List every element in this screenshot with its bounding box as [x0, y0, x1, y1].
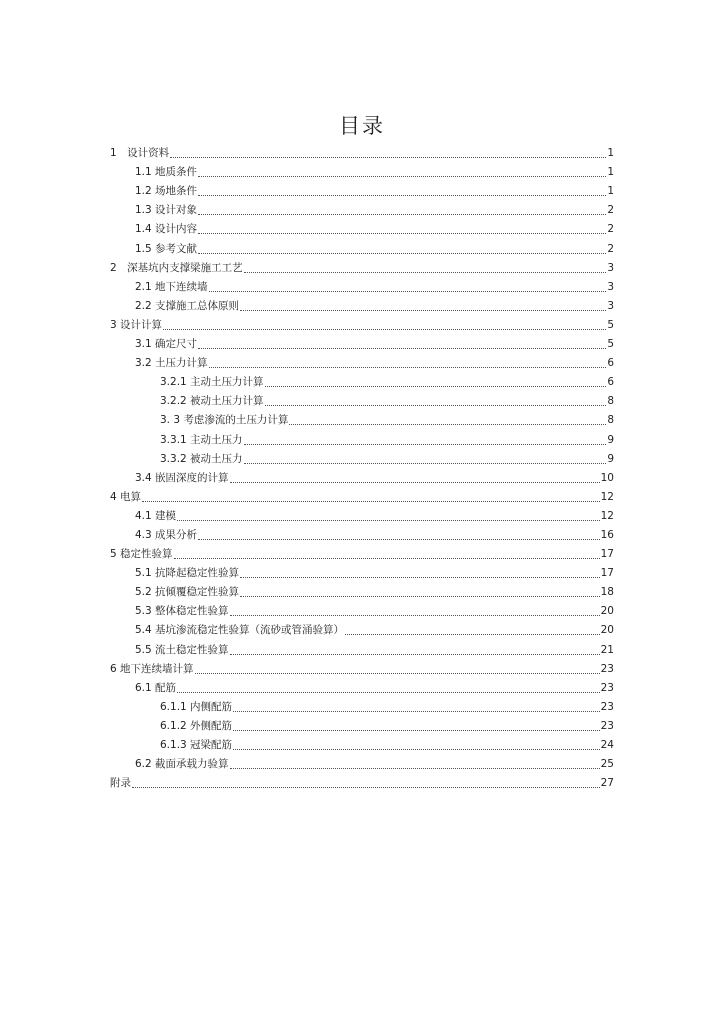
dot-leader [345, 634, 600, 635]
toc-entry[interactable] [0, 371, 614, 390]
toc-page-number: 25 [600, 758, 614, 771]
table-of-contents [0, 142, 724, 791]
dot-leader [198, 348, 606, 349]
toc-entry-title: 6.1.1 内侧配筋 [160, 700, 233, 713]
toc-entry[interactable] [0, 772, 614, 791]
dot-leader [198, 539, 600, 540]
toc-page-number: 10 [600, 471, 614, 484]
toc-page-number: 1 [607, 166, 614, 179]
toc-entry-title: 1.3 设计对象 [135, 204, 198, 217]
toc-page-number: 16 [600, 528, 614, 541]
toc-entry-title: 6.2 截面承载力验算 [135, 758, 229, 771]
dot-leader [265, 386, 607, 387]
toc-page-number: 12 [600, 490, 614, 503]
dot-leader [198, 253, 606, 254]
toc-entry[interactable] [0, 142, 614, 161]
toc-entry-title: 3 设计计算 [110, 318, 163, 331]
toc-entry[interactable] [0, 237, 614, 256]
toc-entry-title: 4.1 建模 [135, 509, 177, 522]
toc-entry-title: 3. 3 考虑渗流的土压力计算 [160, 414, 289, 427]
toc-entry-title: 1.4 设计内容 [135, 223, 198, 236]
dot-leader [177, 692, 600, 693]
toc-entry-title: 5.3 整体稳定性验算 [135, 605, 229, 618]
toc-entry[interactable] [0, 600, 614, 619]
toc-page-number: 3 [607, 299, 614, 312]
toc-entry[interactable] [0, 352, 614, 371]
toc-entry[interactable] [0, 619, 614, 638]
toc-page-number: 2 [607, 223, 614, 236]
toc-entry-title: 5.4 基坑渗流稳定性验算（流砂或管涌验算） [135, 624, 345, 637]
toc-entry[interactable] [0, 543, 614, 562]
toc-entry[interactable] [0, 390, 614, 409]
toc-entry-title: 6 地下连续墙计算 [110, 662, 194, 675]
toc-page-number: 24 [600, 739, 614, 751]
toc-entry-title: 5.1 抗降起稳定性验算 [135, 567, 240, 580]
toc-entry-title: 2.2 支撑施工总体原则 [135, 299, 240, 312]
toc-title: 目录 [339, 114, 385, 138]
toc-entry[interactable] [0, 180, 614, 199]
toc-entry[interactable] [0, 753, 614, 772]
dot-leader [198, 176, 606, 177]
toc-entry-title: 5.2 抗倾覆稳定性验算 [135, 586, 240, 599]
toc-page-number: 9 [607, 433, 614, 446]
dot-leader [244, 463, 607, 464]
toc-entry-title: 3.2.2 被动土压力计算 [160, 395, 264, 408]
toc-page-number: 17 [600, 567, 614, 580]
toc-entry[interactable] [0, 428, 614, 447]
toc-entry-title: 1 设计资料 [110, 147, 170, 160]
dot-leader [240, 596, 600, 597]
toc-page-number: 27 [600, 777, 614, 790]
toc-page-number: 21 [600, 643, 614, 656]
toc-page-number: 23 [600, 662, 614, 675]
toc-page-number: 12 [600, 509, 614, 522]
toc-entry[interactable] [0, 715, 614, 734]
toc-entry[interactable] [0, 581, 614, 600]
toc-entry-title: 3.3.2 被动土压力 [160, 452, 243, 465]
toc-entry[interactable] [0, 333, 614, 352]
dot-leader [195, 673, 600, 674]
dot-leader [230, 482, 600, 483]
toc-entry-title: 4 电算 [110, 490, 142, 503]
toc-entry[interactable] [0, 734, 614, 753]
toc-entry[interactable] [0, 524, 614, 543]
toc-entry[interactable] [0, 677, 614, 696]
toc-entry-title: 1.1 地质条件 [135, 166, 198, 179]
toc-entry-title: 4.3 成果分析 [135, 528, 198, 541]
toc-entry-title: 5.5 流土稳定性验算 [135, 643, 229, 656]
toc-entry[interactable] [0, 448, 614, 467]
toc-page-number: 9 [607, 452, 614, 465]
dot-leader [198, 233, 606, 234]
toc-page-number: 5 [607, 338, 614, 351]
dot-leader [198, 214, 606, 215]
dot-leader [177, 520, 600, 521]
toc-page-number: 20 [600, 605, 614, 618]
toc-page-number: 23 [600, 719, 614, 732]
dot-leader [170, 157, 606, 158]
toc-entry-title: 6.1 配筋 [135, 681, 177, 694]
toc-entry-title: 5 稳定性验算 [110, 548, 173, 561]
toc-entry[interactable] [0, 696, 614, 715]
toc-entry[interactable] [0, 218, 614, 237]
toc-entry-title: 3.2.1 主动土压力计算 [160, 376, 264, 389]
toc-entry-title: 1.5 参考文献 [135, 242, 198, 255]
dot-leader [233, 749, 600, 750]
toc-entry[interactable] [0, 486, 614, 505]
toc-entry[interactable] [0, 467, 614, 486]
toc-page-number: 2 [607, 242, 614, 255]
toc-entry[interactable] [0, 562, 614, 581]
toc-page-number: 8 [607, 414, 614, 427]
dot-leader [244, 444, 607, 445]
toc-entry-title: 2.1 地下连续墙 [135, 280, 208, 293]
toc-page-number: 17 [600, 548, 614, 561]
toc-entry[interactable] [0, 314, 614, 333]
dot-leader [240, 310, 606, 311]
dot-leader [163, 329, 606, 330]
toc-page-number: 1 [607, 185, 614, 198]
toc-page-number: 6 [607, 357, 614, 370]
dot-leader [289, 424, 606, 425]
toc-page-number: 20 [600, 624, 614, 637]
toc-entry-title: 附录 [110, 777, 131, 790]
dot-leader [265, 405, 607, 406]
toc-entry[interactable] [0, 505, 614, 524]
toc-entry[interactable] [0, 276, 614, 295]
dot-leader [174, 558, 600, 559]
toc-entry-title: 1.2 场地条件 [135, 185, 198, 198]
toc-entry-title: 6.1.2 外侧配筋 [160, 719, 233, 732]
toc-page-number: 23 [600, 700, 614, 713]
toc-page-number: 1 [607, 147, 614, 160]
toc-entry[interactable] [0, 658, 614, 677]
toc-page-number: 18 [600, 586, 614, 599]
toc-entry-title: 2 深基坑内支撑梁施工工艺 [110, 261, 243, 274]
toc-entry[interactable] [0, 295, 614, 314]
toc-entry-title: 3.1 确定尺寸 [135, 338, 198, 351]
dot-leader [209, 367, 607, 368]
toc-entry-title: 6.1.3 冠梁配筋 [160, 739, 233, 751]
dot-leader [233, 711, 600, 712]
toc-entry-title: 3.3.1 主动土压力 [160, 433, 243, 446]
dot-leader [244, 272, 607, 273]
dot-leader [142, 501, 600, 502]
toc-entry[interactable] [0, 257, 614, 276]
toc-page-number: 2 [607, 204, 614, 217]
toc-page-number: 6 [607, 376, 614, 389]
dot-leader [198, 195, 606, 196]
toc-entry-title: 3.2 土压力计算 [135, 357, 208, 370]
toc-page-number: 8 [607, 395, 614, 408]
toc-page-number: 3 [607, 261, 614, 274]
toc-page-number: 23 [600, 681, 614, 694]
toc-entry[interactable] [0, 409, 614, 428]
dot-leader [240, 577, 600, 578]
dot-leader [209, 291, 607, 292]
dot-leader [230, 615, 600, 616]
dot-leader [230, 768, 600, 769]
toc-entry-title: 3.4 嵌固深度的计算 [135, 471, 229, 484]
dot-leader [230, 654, 600, 655]
toc-page-number: 3 [607, 280, 614, 293]
toc-entry[interactable] [0, 199, 614, 218]
toc-entry[interactable] [0, 161, 614, 180]
dot-leader [233, 730, 600, 731]
toc-page-number: 5 [607, 318, 614, 331]
toc-entry[interactable] [0, 638, 614, 657]
dot-leader [132, 787, 600, 788]
